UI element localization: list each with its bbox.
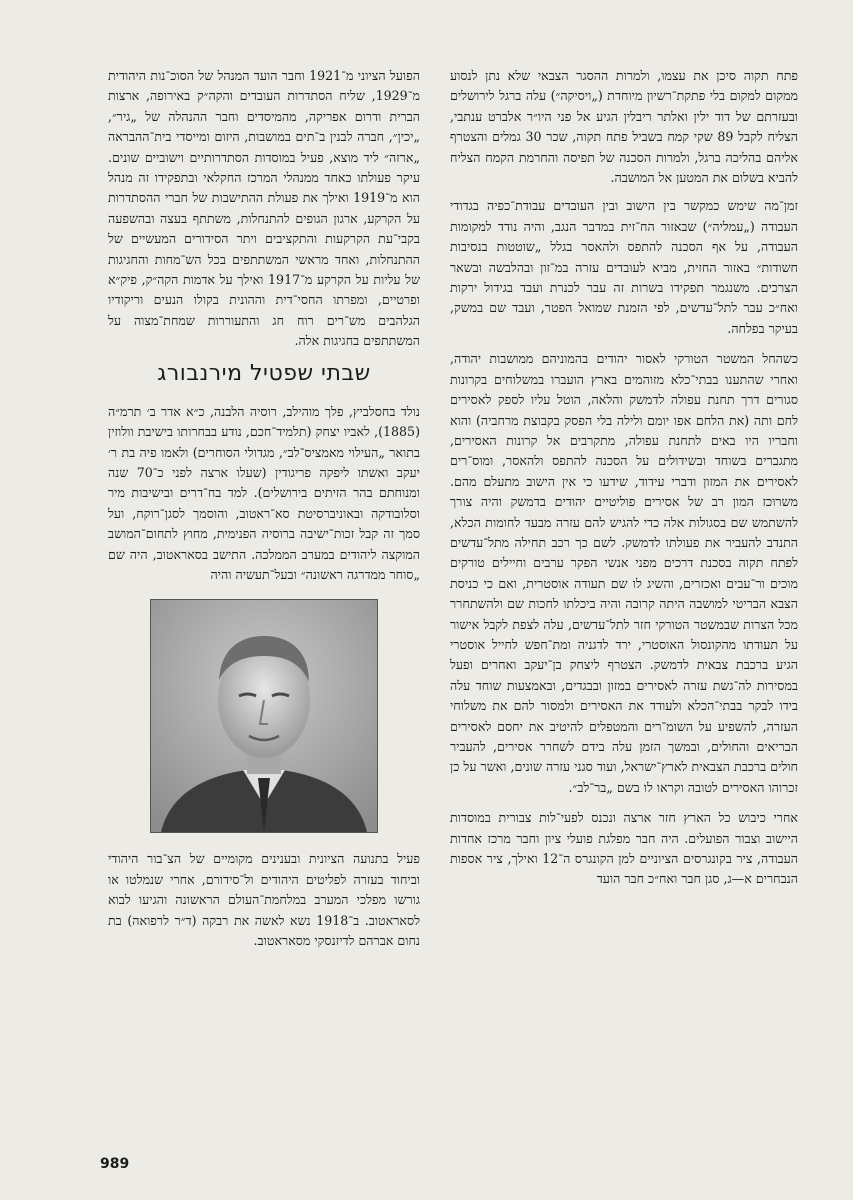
paragraph: פעיל בתנועה הציונית ובענינים מקומיים של הצ־בור היהודי וביחוד בעזרה לפליטים היהודים ול־סידורם, אחרי שנמלטו או גורשו מפלכי המערב במלחמת־העולם הראשונה והגיעו לבוא לסאראטוב. ב־1918 נשא לאשה את רבקה (ד״ר לרפואה) בת נחום אברהם לדיזנסקי מסאראטוב. — [108, 851, 421, 948]
paragraph: זמן־מה שימש כמקשר בין הישוב ובין העובדים עבודת־כפיה בגדודי העבודה („עמליה״) שבאזור הח־זית במדבר הנגב, והיה נודד למקומות העבודה, על אף הסכנה להתפס ולהאסר בגלל „שוטטות בנסיבות חשודות״ באזור החזית, מביא לעובדים עזרה במ־זון ובהלבשה ובשאר הצרכים. משנגמר תפקידו בשרות זה עבר לכנרת ועבד בגידול ירקות ואח״כ עבר לתל־עדשים, לפי הזמנת שמואל הפטר, ועבד שם במשק, בעיקר בפלחה. — [450, 198, 798, 336]
portrait-photo — [150, 599, 378, 833]
paragraph: הפועל הציוני מ־1921 וחבר הועד המנהל של הסוכ־נות היהודית מ־1929, שליח הסתדרות העובדים והקה״ק באירופה, ארצות הברית ודרום אפריקה, מהמיסדים וחבר ההנהלה של „גיר״, „יכין״, חברה לבנין ב־תים במושבות, היזום ומייסדי בית־ההבראה „ארזה״ ליד מוצא, פעיל במוסדות הסתדרותיים וישוביים שונים. עיקר פעולתו כאחד ממנהלי המרכז החקלאי ובתפקידו זה מנהל הוא מ־1919 ואילך את פעולת ההתישבות של חברי ההסתדרות על הקרקע, ארגון הגופים להתנחלות, משתתף בעצה ובהשפעה בקבי־עת הקרקעות והתקציבים ויתר הסידורים המעשיים של ההתנחלות, ואחד מראשי המשתתפים בכל הש־מחות והחגיגות של עליות על הקרקע מ־1917 ואילך על אדמות הקה״ק, פיק״א ופרטיים, ומפרתו החסי־דית וההונית בקולו הנעים וריקודיו הגלהבים מש־רים רוח חג והתעוררות שמחת־מצוה על המשתתפים בחגיגות אלה. — [108, 68, 420, 349]
paragraph: כשהחל המשטר הטורקי לאסור יהודים בהמוניהם ממושבות יהודה, ואחרי שהתענו בבתי־כלא מזוהמים בארץ הועברו במשלוחים בקרונות סגורים דרך תחנת עפולה לדמשק והלאה, הוטל עליו לספק לאסירים לחם ותה (את הלחם אפו יומם ולילה בלי הפסק בקבוצת מרחביה) והוא וחבריו היו באים לתחנת עפולה, מתקרבים אל קרונות האסירים, מתגברים בשוחד ובשידולים על הסכנה להתפס ולהאסר, ומוס־רים לאסירים את המזון ודברי עידוד, שידעו כי אין הישוב מתעלם מהם. משרוכז המון רב של אסירים פוליטיים יהודים בדמשק והיה צורך להשתמש שם בסגולות אלה כדי להגיש להם עזרה מבעד לחומות הכלא, התנדב להעביר את פעולתו לדמשק. לשם כך רכב תחילה מתל־עדשים לפתח תקוה בסכנת דרכים מפני אנשי הפקר ערבים וחיילים טורקים מוכים ור־עבים ואכזרים, והשיג לו שם תעודה אוסטרית, ואם כי כניסת הצבא הבריטי למושבה היתה קרובה והיה ביכלתו לחכות שם ולהשתחרר מכל הצרות שבמשטר הטורקי חזר לתל־עדשים, עלה לצפת לקבל אישור על תעודתו מהקונסול האוסטרי, ירד לדגניה ומת־חפש לחייל אוסטרי הגיע ברכבת צבאית לדמשק. הצטרף ליצחק בן־יעקב ואחרים ופעל במסירות לה־גשת עזרה לאסירים במזון ובבגדים, ובאמצעות שוחד עלה בידו לבקר בבתי־הכלא ולעודד את האסירים ולמסור להם את משלוחי העזרה, להשפיע על השומ־רים והמטפלים להיטיב את יחסם לאסירים הבריאים והחולים, ובמשך הזמן עלה בידם לשחרר אסירים, להעביר חולים ברכבת הצבאית לארץ־ישראל, ועוד סגני עזרה שונים, ואשר על כן זכרוהו האסירים לטובה וקראו לו בשם „בר־לב״. — [450, 351, 798, 795]
paragraph: נולד בחסלביץ, פלך מוהילב, רוסיה הלבנה, כ״א אדר ב׳ תרמ״ה (1885), לאביו יצחק (תלמיד־חכם, נודע בבחרותו בישיבת וולוזין בתואר „העילוי מאמציס־לב״, מגדולי הסוחרים) ולאמו פיה בת ר׳ יעקב ואשתו ליפקה פריגודין (שעלו ארצה לפני כ־70 שנה ומנוחתם בהר הזיתים בירושלים). למד בח־דרים ובישיבות מיר וסלובודקה ובאוניברסיטת סא־ראטוב, והוסמך לסגן־רוקח, ועל סמך זה קבל זכות־ישיבה ברוסיה הפנימית, מחוץ לתחום־המושב המוקצה ליהודים במערב הממלכה. התישב בסאראטוב, היה שם „סוחר ממדרגה ראשונה״ ובעל־תעשיה והיה — [108, 403, 420, 582]
page-number: 989 — [100, 1156, 130, 1172]
biography-heading: שבתי שפטיל מירנבורג — [157, 360, 371, 386]
paragraph: אחרי כיבוש כל הארץ חזר ארצה ונכנס לפעי־לות צבורית במוסדות היישוב וצבור הפועלים. היה חבר מפלגת פועלי ציון וחבר מרכז אחדות העבודה, ציר בקונגרסים הציוניים למן הקונגרס ה־12 ואילך, ציר אספות הנבחרים א—ג, סגן חבר ואח״כ חבר הועד — [450, 810, 798, 887]
paragraph: פתח תקוה סיכן את עצמו, ולמרות ההסגר הצבאי שלא נתן לנסוע ממקום למקום בלי פתקת־רשיון מיוחדת („ויסיקה״) עלה ברגל לירושלים ובעזרתם של דוד ילין ואלתר ריבלין הגיע אל פני היו״ר אלברט ענתבי, הצליח לקבל 89 שקי קמח בשביל פתח תקוה, שכר 30 גמלים והצטרף אליהם בהליכה ברגל, ולמרות הסכנה של תפיסה והחרמת הקמח הצליח להביא בשלום את המטען אל המושבה. — [450, 68, 798, 186]
portrait-image — [151, 600, 377, 832]
left-column — [108, 66, 420, 959]
right-column — [450, 66, 798, 898]
